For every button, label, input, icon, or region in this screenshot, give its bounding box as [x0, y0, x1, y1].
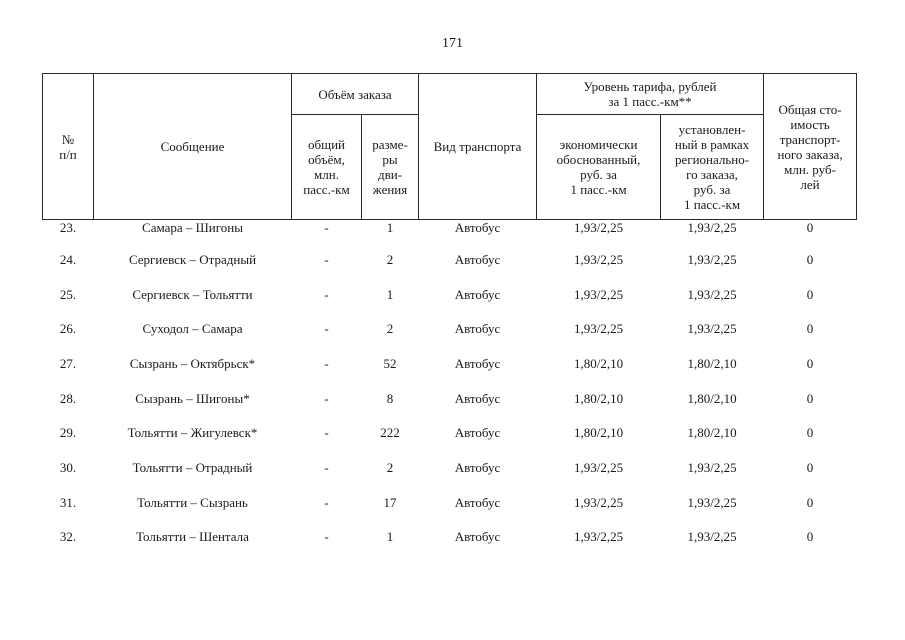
- row-number: 23.: [59, 220, 77, 235]
- transport-type: Автобус: [454, 321, 501, 337]
- route-name: Сергиевск – Тольятти: [132, 286, 253, 302]
- total-cost: 0: [806, 251, 814, 267]
- transport-type: Автобус: [454, 251, 501, 267]
- total-volume: -: [324, 321, 329, 337]
- table-row: [43, 242, 857, 277]
- total-cost: 0: [806, 459, 814, 475]
- economic-tariff: 1,80/2,10: [573, 355, 624, 371]
- traffic-size: 1: [386, 529, 394, 545]
- established-tariff: 1,80/2,10: [687, 425, 737, 441]
- header-economic-tariff: экономически обоснованный, руб. за 1 пасс.-км: [537, 115, 661, 220]
- total-cost: 0: [806, 355, 814, 371]
- header-transport-type: Вид транспорта: [419, 74, 537, 220]
- table-row: [43, 346, 857, 381]
- transport-type: Автобус: [454, 529, 501, 545]
- header-route: Сообщение: [94, 74, 292, 220]
- traffic-size: 222: [380, 425, 400, 441]
- total-cost: 0: [806, 425, 814, 441]
- route-name: Самара – Шигоны: [142, 220, 243, 235]
- table-row: [43, 485, 857, 520]
- traffic-size: 1: [386, 286, 394, 302]
- traffic-size: 8: [386, 390, 394, 406]
- established-tariff: 1,93/2,25: [687, 529, 737, 545]
- traffic-size: 2: [386, 321, 394, 337]
- route-name: Тольятти – Сызрань: [137, 494, 248, 510]
- transport-type: Автобус: [454, 459, 501, 475]
- row-number: 31.: [59, 494, 77, 510]
- established-tariff: 1,93/2,25: [687, 251, 737, 267]
- economic-tariff: 1,93/2,25: [573, 321, 624, 337]
- economic-tariff: 1,93/2,25: [573, 494, 624, 510]
- row-number: 26.: [59, 321, 77, 337]
- transport-type: Автобус: [454, 494, 501, 510]
- total-cost: 0: [806, 529, 814, 545]
- total-volume: -: [324, 286, 329, 302]
- route-name: Тольятти – Жигулевск*: [127, 425, 258, 441]
- table-row: [43, 277, 857, 312]
- route-name: Сызрань – Октябрьск*: [129, 355, 256, 371]
- transport-type: Автобус: [454, 425, 501, 441]
- header-traffic-size: разме- ры дви- жения: [362, 115, 419, 220]
- economic-tariff: 1,80/2,10: [573, 425, 624, 441]
- transport-type: Автобус: [454, 220, 501, 235]
- total-cost: 0: [806, 494, 814, 510]
- traffic-size: 1: [386, 220, 394, 235]
- transport-type: Автобус: [454, 286, 501, 302]
- traffic-size: 52: [383, 355, 397, 371]
- row-number: 32.: [59, 529, 77, 545]
- traffic-size: 2: [386, 459, 394, 475]
- row-number: 29.: [59, 425, 77, 441]
- total-cost: 0: [806, 321, 814, 337]
- total-cost: 0: [806, 286, 814, 302]
- table-row: [43, 415, 857, 450]
- row-number: 28.: [59, 390, 77, 406]
- traffic-size: 17: [383, 494, 397, 510]
- economic-tariff: 1,80/2,10: [573, 390, 624, 406]
- row-number: 27.: [59, 355, 77, 371]
- total-volume: -: [324, 220, 329, 235]
- established-tariff: 1,80/2,10: [687, 390, 737, 406]
- row-number: 25.: [59, 286, 77, 302]
- header-number: № п/п: [43, 74, 94, 220]
- economic-tariff: 1,93/2,25: [573, 251, 624, 267]
- route-name: Суходол – Самара: [142, 321, 243, 337]
- established-tariff: 1,93/2,25: [687, 220, 737, 235]
- table-row: [43, 520, 857, 555]
- header-tariff-level: Уровень тарифа, рублей за 1 пасс.-км**: [537, 74, 764, 115]
- table-body: [43, 220, 857, 555]
- route-name: Тольятти – Отрадный: [132, 459, 253, 475]
- total-cost: 0: [806, 220, 814, 235]
- table-row: [43, 450, 857, 485]
- route-name: Сызрань – Шигоны*: [135, 390, 250, 406]
- economic-tariff: 1,93/2,25: [573, 286, 624, 302]
- economic-tariff: 1,93/2,25: [573, 220, 624, 235]
- traffic-size: 2: [386, 251, 394, 267]
- row-number: 30.: [59, 459, 77, 475]
- total-volume: -: [324, 494, 329, 510]
- route-name: Сергиевск – Отрадный: [128, 251, 257, 267]
- total-volume: -: [324, 390, 329, 406]
- transport-type: Автобус: [454, 390, 501, 406]
- economic-tariff: 1,93/2,25: [573, 459, 624, 475]
- transport-type: Автобус: [454, 355, 501, 371]
- established-tariff: 1,93/2,25: [687, 286, 737, 302]
- total-volume: -: [324, 355, 329, 371]
- page-number: 171: [442, 36, 463, 51]
- total-volume: -: [324, 251, 329, 267]
- header-established-tariff: установлен- ный в рамках регионально- го заказа, руб. за 1 пасс.-км: [661, 115, 764, 220]
- established-tariff: 1,93/2,25: [687, 459, 737, 475]
- table-header: [43, 74, 857, 220]
- header-total-volume: общий объём, млн. пасс.-км: [292, 115, 362, 220]
- table-row: [43, 220, 857, 243]
- route-name: Тольятти – Шентала: [136, 529, 249, 545]
- total-volume: -: [324, 529, 329, 545]
- total-cost: 0: [806, 390, 814, 406]
- total-volume: -: [324, 459, 329, 475]
- row-number: 24.: [59, 251, 77, 267]
- total-volume: -: [324, 425, 329, 441]
- header-total-cost: Общая сто- имость транспорт- ного заказа, млн. руб- лей: [764, 74, 857, 220]
- established-tariff: 1,93/2,25: [687, 494, 737, 510]
- table-row: [43, 311, 857, 346]
- header-order-volume: Объём заказа: [292, 74, 419, 115]
- table-row: [43, 381, 857, 416]
- tariff-table: [42, 73, 857, 554]
- established-tariff: 1,80/2,10: [687, 355, 737, 371]
- economic-tariff: 1,93/2,25: [573, 529, 624, 545]
- established-tariff: 1,93/2,25: [687, 321, 737, 337]
